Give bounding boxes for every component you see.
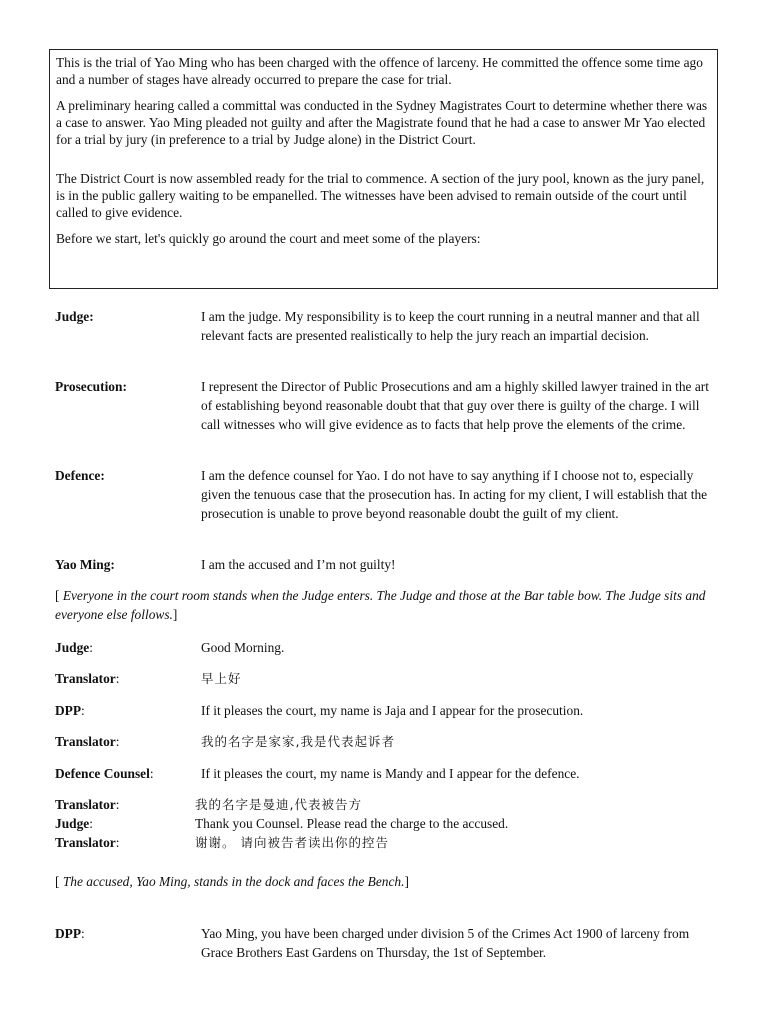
speaker-text: Thank you Counsel. Please read the charge to the accused. [195, 816, 509, 831]
stage-direction-text: The accused, Yao Ming, stands in the dock and faces the Bench. [62, 874, 405, 889]
speaker-label: Prosecution: [55, 379, 127, 394]
speaker-label: DPP [55, 926, 82, 941]
speaker-label: Defence Counsel [55, 766, 150, 781]
speaker-label: Judge: [55, 309, 94, 324]
intro-box [49, 49, 718, 289]
speaker-text: I am the judge. My responsibility is to keep the court running in a neutral manner and that all relevant facts are presented realistically to help the jury reach an impartial decision. [201, 309, 700, 344]
intro-paragraph-2: A preliminary hearing called a committal was conducted in the Sydney Magistrates Court to determine whether there was a case to answer. Yao Ming pleaded not guilty and after the Magistrate found that he had a case to answer Mr Yao elected for a trial by jury (in preference to a trial by Judge alone) in the District Court. [56, 98, 708, 147]
stage-direction-2: [ The accused, Yao Ming, stands in the dock and faces the Bench.] [55, 874, 409, 889]
speaker-text: 谢谢。 请向被告者读出你的控告 [195, 835, 389, 850]
speaker-text: I am the defence counsel for Yao. I do not have to say anything if I choose not to, especially given the tenuous case that the prosecution has. In acting for my client, I will establish that the prosecution is unable to prove beyond reasonable doubt the guilt of my client. [201, 468, 708, 522]
speaker-text: If it pleases the court, my name is Mandy and I appear for the defence. [201, 766, 580, 781]
speaker-label: Judge [55, 816, 90, 831]
speaker-label: Translator [55, 797, 116, 812]
speaker-text: Yao Ming, you have been charged under division 5 of the Crimes Act 1900 of larceny from Grace Brothers East Gardens on Thursday, the 1st of September. [201, 926, 690, 961]
speaker-label: Translator [55, 734, 116, 749]
speaker-label: Translator [55, 835, 116, 850]
speaker-text: I represent the Director of Public Prosecutions and am a highly skilled lawyer trained in the art of establishing beyond reasonable doubt that that guy over there is guilty of the charge. I will call witnesses who will give evidence as to facts that help prove the elements of the crime. [201, 379, 709, 433]
speaker-label: Yao Ming: [55, 557, 115, 572]
speaker-text: 我的名字是曼迪,代表被告方 [195, 797, 362, 812]
speaker-label: Judge [55, 640, 90, 655]
speaker-text: Good Morning. [201, 640, 285, 655]
speaker-text: If it pleases the court, my name is Jaja and I appear for the prosecution. [201, 703, 584, 718]
speaker-text: 我的名字是家家,我是代表起诉者 [201, 734, 395, 749]
intro-paragraph-4: Before we start, let's quickly go around the court and meet some of the players: [56, 231, 481, 246]
speaker-label: Translator [55, 671, 116, 686]
speaker-text: 早上好 [201, 671, 242, 686]
speaker-label: DPP [55, 703, 82, 718]
speaker-text: I am the accused and I’m not guilty! [201, 557, 396, 572]
intro-paragraph-1: This is the trial of Yao Ming who has been charged with the offence of larceny. He committed the offence some time ago and a number of stages have already occurred to prepare the case for trial. [56, 55, 703, 87]
stage-direction-text: Everyone in the court room stands when the Judge enters. The Judge and those at the Bar table bow. The Judge sits and everyone else follows. [55, 588, 706, 623]
stage-direction-1: [ Everyone in the court room stands when the Judge enters. The Judge and those at the Bar table bow. The Judge sits and everyone else follows.] [55, 588, 706, 623]
speaker-label: Defence: [55, 468, 105, 483]
intro-paragraph-3: The District Court is now assembled ready for the trial to commence. A section of the jury pool, known as the jury panel, is in the public gallery waiting to be empanelled. The witnesses have been advised to remain outside of the court until called to give evidence. [56, 171, 705, 220]
